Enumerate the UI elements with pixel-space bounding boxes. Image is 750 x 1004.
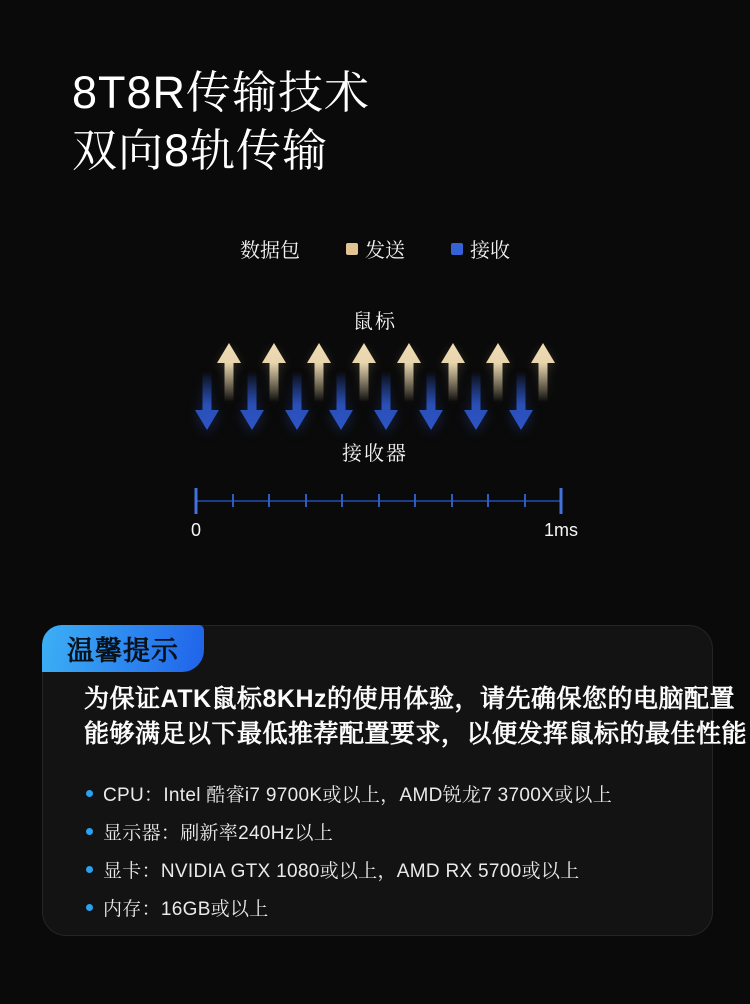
legend-item-receive xyxy=(451,234,510,263)
spec-item xyxy=(86,850,612,888)
page-title xyxy=(72,64,370,180)
timeline-tick xyxy=(451,494,453,507)
timeline-tick xyxy=(524,494,526,507)
timeline-tick xyxy=(268,494,270,507)
page-title-line1: 8T8R传输技术 xyxy=(72,67,371,118)
timeline-tick xyxy=(341,494,343,507)
spec-item-text: CPU：Intel 酷睿i7 9700K或以上，AMD锐龙7 3700X或以上 xyxy=(103,784,613,806)
timeline-tick xyxy=(232,494,234,507)
timeline-tick xyxy=(560,488,563,514)
spec-item xyxy=(86,774,612,812)
bullet-dot-icon xyxy=(86,866,93,873)
tip-badge: 温馨提示 xyxy=(42,625,204,672)
receiver-label: 接收器 xyxy=(342,443,408,465)
timeline-tick xyxy=(414,494,416,507)
legend-send-label: 发送 xyxy=(365,240,405,262)
timeline-tick xyxy=(487,494,489,507)
mouse-label: 鼠标 xyxy=(353,311,397,333)
spec-item-text: 显卡：NVIDIA GTX 1080或以上，AMD RX 5700或以上 xyxy=(103,860,580,882)
arrow-diagram xyxy=(194,343,556,433)
timeline-tick xyxy=(305,494,307,507)
tip-heading-line2: 能够满足以下最低推荐配置要求，以便发挥鼠标的最佳性能 xyxy=(84,720,748,748)
legend xyxy=(0,234,750,263)
spec-list xyxy=(86,774,612,926)
timeline-axis xyxy=(190,488,579,548)
legend-title: 数据包 xyxy=(240,240,300,262)
timeline-tick xyxy=(195,488,198,514)
timeline-tick xyxy=(378,494,380,507)
page-title-line2: 双向8轨传输 xyxy=(72,125,329,176)
bullet-dot-icon xyxy=(86,828,93,835)
spec-item xyxy=(86,812,612,850)
tip-heading-line1: 为保证ATK鼠标8KHz的使用体验，请先确保您的电脑配置 xyxy=(84,685,736,713)
spec-item xyxy=(86,888,612,926)
spec-item-text: 内存：16GB或以上 xyxy=(103,898,269,920)
receive-swatch-icon xyxy=(451,243,463,255)
send-swatch-icon xyxy=(346,243,358,255)
bullet-dot-icon xyxy=(86,904,93,911)
timeline-start-label: 0 xyxy=(190,520,202,540)
spec-item-text: 显示器：刷新率240Hz以上 xyxy=(103,822,334,844)
legend-receive-label: 接收 xyxy=(470,240,510,262)
tip-heading xyxy=(84,682,748,752)
legend-item-send xyxy=(346,234,405,263)
bullet-dot-icon xyxy=(86,790,93,797)
send-arrow-icon xyxy=(530,343,556,405)
tip-card xyxy=(42,625,748,936)
timeline-end-label: 1ms xyxy=(543,520,579,540)
